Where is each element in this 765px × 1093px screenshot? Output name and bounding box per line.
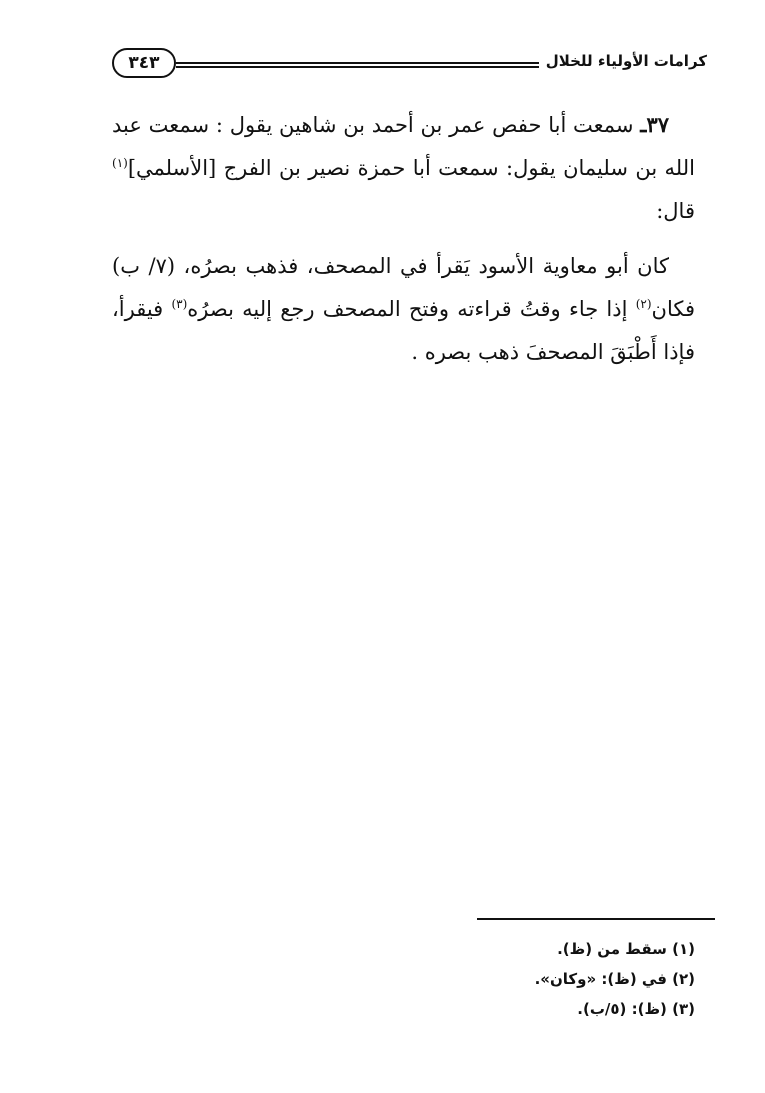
paragraph-text: قال:: [656, 199, 695, 223]
paragraph-narration-chain: [112, 103, 695, 233]
footnote-separator: [477, 918, 715, 920]
paragraph-text: فيقرأ، فإذا أَطْبَقَ المصحفَ ذهب بصره .: [112, 297, 695, 364]
book-title: كرامات الأولياء للخلال: [545, 52, 707, 70]
footnote-ref-2[interactable]: (٢): [635, 297, 652, 311]
running-header: [112, 48, 707, 82]
report-number: ٣٧ـ: [640, 112, 669, 137]
header-rule: [176, 62, 539, 68]
footnotes: [395, 934, 695, 1024]
paragraph-report: [112, 245, 695, 374]
main-text: [112, 103, 695, 374]
paragraph-text: سمعت أبا حفص عمر بن أحمد بن شاهين يقول : سمعت عبد الله بن سليمان يقول: سمعت أبا حمزة نصير بن الفرج [الأسلمي]: [112, 113, 695, 180]
footnote-1: (١) سقط من (ظ).: [557, 940, 695, 958]
page-number: ٣٤٣: [112, 48, 176, 78]
footnote-2: (٢) في (ظ): «وكان».: [534, 970, 695, 988]
paragraph-text: إذا جاء وقتُ قراءته وفتح المصحف رجع إليه بصرُه: [187, 297, 636, 321]
paragraph-text: كان أبو معاوية الأسود يَقرأ في المصحف، فذهب بصرُه، (٧/ ب) فكان: [112, 254, 695, 321]
footnote-ref-1[interactable]: (١): [112, 156, 128, 170]
footnote-3: (٣) (ظ): (٥/ب).: [577, 1000, 695, 1018]
footnote-ref-3[interactable]: (٣): [171, 297, 188, 311]
